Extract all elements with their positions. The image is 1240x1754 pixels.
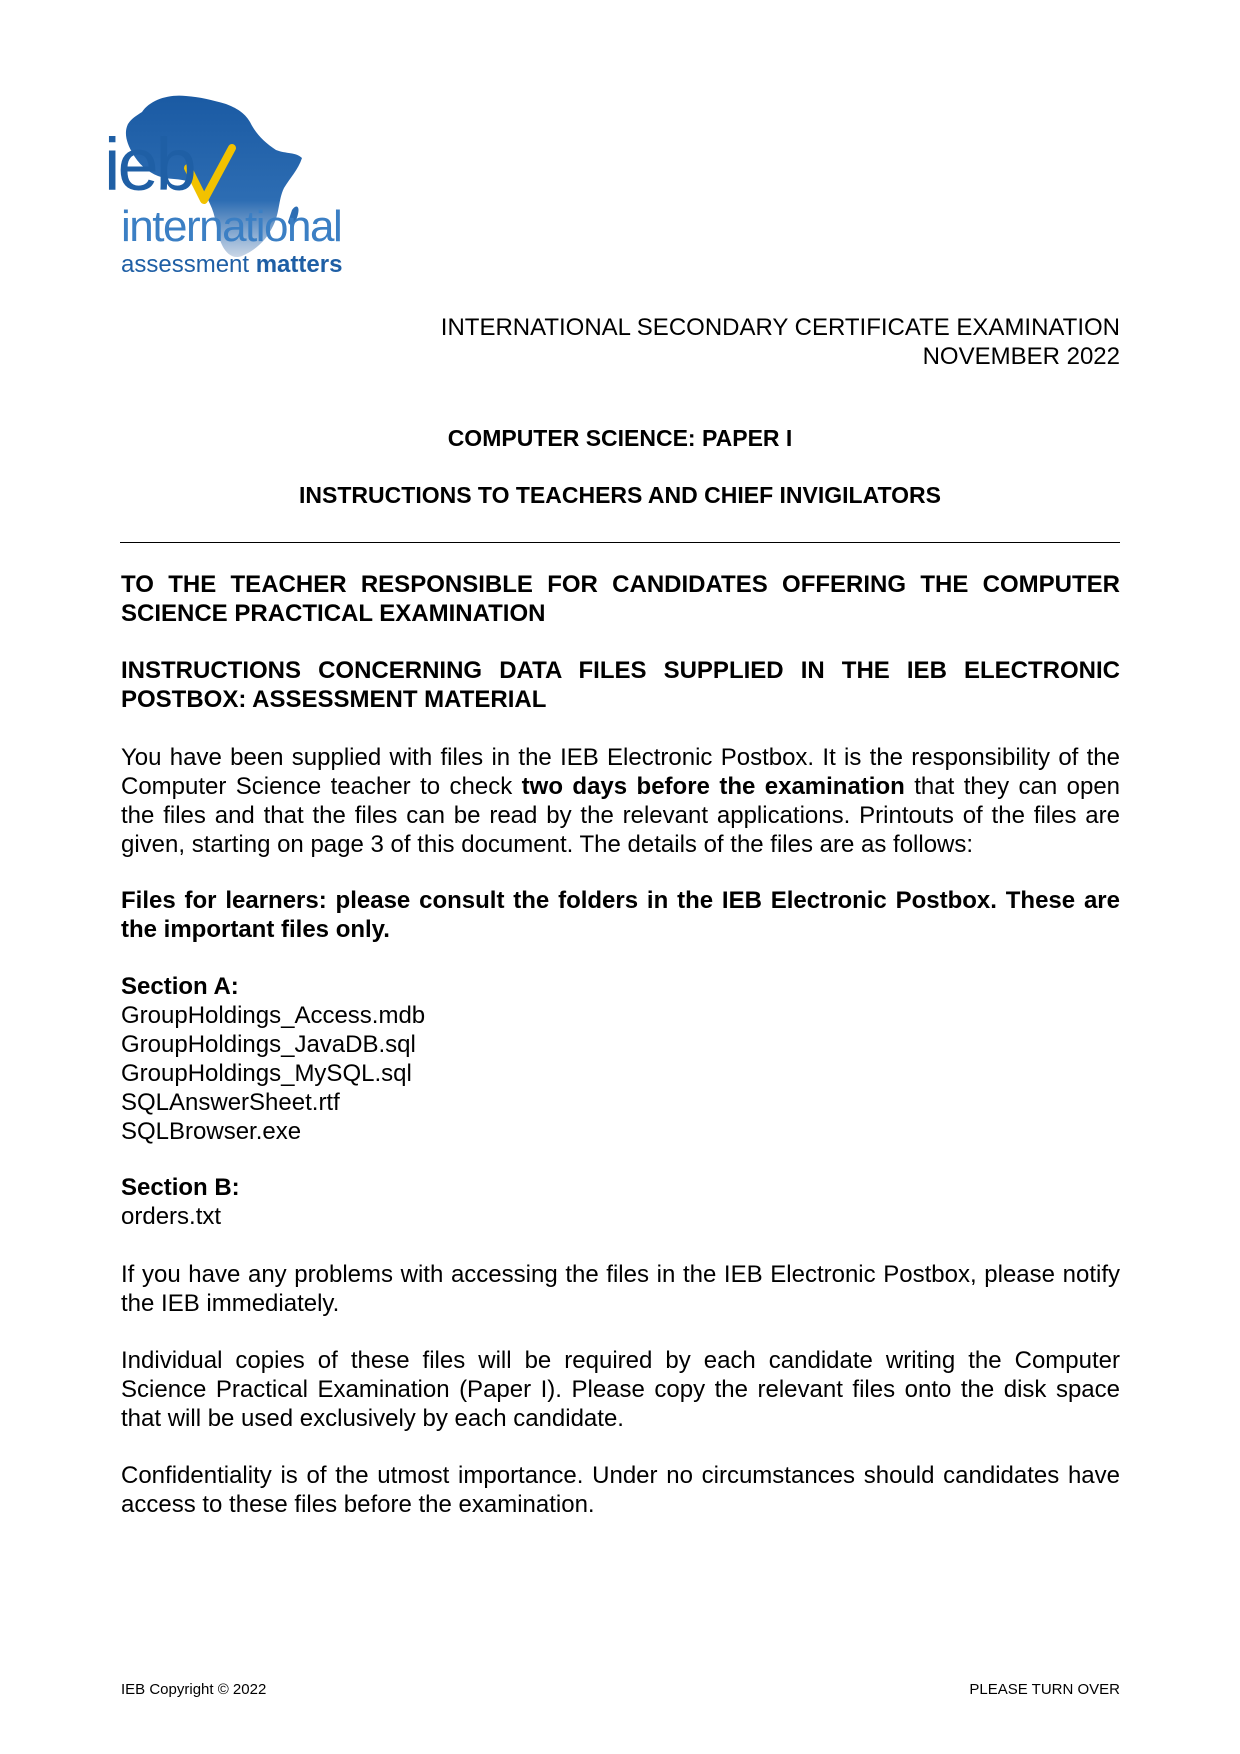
copies-paragraph: Individual copies of these files will be required by each candidate writing the Computer Science Practical Examination (Paper I). Please copy the relevant files onto the disk space that will be used exclusively by each candidate. (121, 1347, 1120, 1432)
section-a-heading: Section A: (121, 973, 239, 1000)
footer-copyright: IEB Copyright © 2022 (121, 1681, 267, 1698)
exam-header (441, 313, 1120, 371)
data-files-heading: INSTRUCTIONS CONCERNING DATA FILES SUPPLIED IN THE IEB ELECTRONIC POSTBOX: ASSESSMENT MATERIAL (121, 657, 1120, 713)
intro-bold: two days before the examination (521, 773, 905, 800)
instructions-title: INSTRUCTIONS TO TEACHERS AND CHIEF INVIGILATORS (299, 482, 941, 508)
section-a (121, 972, 1120, 1146)
list-item: orders.txt (121, 1203, 222, 1230)
section-b (121, 1173, 1120, 1231)
list-item: GroupHoldings_JavaDB.sql (121, 1031, 416, 1058)
list-item: GroupHoldings_Access.mdb (121, 1002, 426, 1029)
list-item: SQLBrowser.exe (121, 1118, 302, 1145)
footer-turn-over: PLEASE TURN OVER (969, 1681, 1120, 1698)
teacher-heading: TO THE TEACHER RESPONSIBLE FOR CANDIDATES OFFERING THE COMPUTER SCIENCE PRACTICAL EXAMINATION (121, 571, 1120, 627)
exam-line: INTERNATIONAL SECONDARY CERTIFICATE EXAMINATION (440, 314, 1120, 341)
intro-part1: You have been supplied with files in the IEB Electronic Postbox. It is the responsibility of the Computer Science teacher to check (121, 744, 1120, 800)
problems-paragraph: If you have any problems with accessing the files in the IEB Electronic Postbox, please notify the IEB immediately. (121, 1261, 1120, 1317)
exam-date: NOVEMBER 2022 (922, 343, 1120, 370)
divider (120, 542, 1120, 543)
paper-title: COMPUTER SCIENCE: PAPER I (447, 425, 793, 451)
confidentiality-paragraph: Confidentiality is of the utmost importance. Under no circumstances should candidates have access to these files before the examination. (121, 1462, 1120, 1518)
logo-name: international (121, 202, 342, 251)
files-note: Files for learners: please consult the folders in the IEB Electronic Postbox. These are the important files only. (121, 887, 1120, 943)
logo-brand: ieb (104, 123, 194, 206)
list-item: GroupHoldings_MySQL.sql (121, 1060, 412, 1087)
logo-tagline-bold: matters (255, 251, 343, 278)
logo-tagline (121, 253, 342, 277)
section-b-heading: Section B: (121, 1174, 240, 1201)
intro-paragraph (121, 743, 1120, 859)
intro-part2: that they can open the files and that the files can be read by the relevant applications. Printouts of the files are given, starting on page 3 of this document. The details of the files are as follows: (121, 773, 1121, 858)
logo-tagline-normal: assessment (121, 251, 256, 278)
list-item: SQLAnswerSheet.rtf (121, 1089, 340, 1116)
